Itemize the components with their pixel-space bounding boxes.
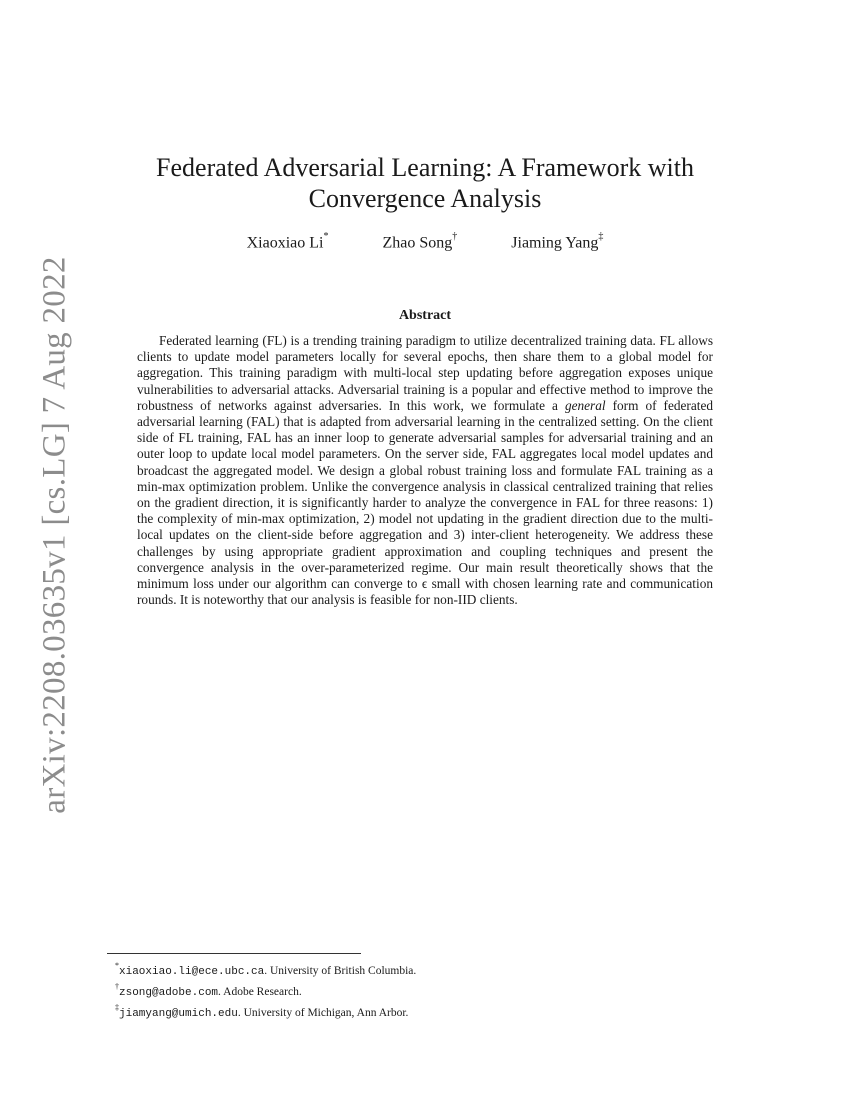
footnote-affiliation: . University of Michigan, Ann Arbor. xyxy=(237,1006,409,1019)
author-footnote-mark: † xyxy=(452,231,458,242)
footnote-mark: * xyxy=(115,961,119,970)
abstract-emphasis: general xyxy=(564,397,606,413)
author-name: Zhao Song xyxy=(382,234,453,252)
abstract-body xyxy=(137,333,713,608)
footnote xyxy=(115,959,416,980)
author xyxy=(247,233,329,252)
footnote-affiliation: . Adobe Research. xyxy=(218,985,302,998)
author xyxy=(511,233,603,252)
footnotes xyxy=(115,959,416,1021)
footnote xyxy=(115,1001,416,1022)
author xyxy=(382,233,457,252)
footnote xyxy=(115,980,416,1001)
footnote-email: xiaoxiao.li@ece.ubc.ca xyxy=(119,965,265,978)
abstract-text-part-2: form of federated adversarial learning (FAL) that is adapted from adversarial learning in the centralized setting. On the client side of FL training, FAL has an inner loop to generate adversarial samples for adversarial training and an outer loop to update local model parameters. On the server side, FAL aggregates local model updates and broadcast the aggregated model. We design a global robust training loss and formulate FAL training as a min-max optimization problem. Unlike the convergence analysis in classical centralized training that relies on the gradient direction, it is significantly harder to analyze the convergence in FAL for three reasons: 1) the complexity of min-max optimization, 2) model not updating in the gradient direction due to the multi-local updates on the client-side before aggregation and 3) inter-client heterogeneity. We address these challenges by using appropriate gradient approximation and coupling techniques and present the convergence analysis in the over-parameterized regime. Our main result theoretically shows that the minimum loss under our algorithm can converge to ϵ small with chosen learning rate and communication rounds. It is noteworthy that our analysis is feasible for non-IID clients. xyxy=(137,397,713,608)
author-footnote-mark: * xyxy=(323,231,329,242)
footnote-separator xyxy=(107,953,361,954)
footnote-email: zsong@adobe.com xyxy=(119,986,219,999)
footnote-mark: † xyxy=(115,981,119,991)
author-list xyxy=(0,233,850,252)
abstract-text-part-1: Federated learning (FL) is a trending training paradigm to utilize decentralized training data. FL allows clients to update model parameters locally for several epochs, then share them to a global model for aggregation. This training paradigm with multi-local step updating before aggregation exposes unique vulnerabilities to adversarial attacks. Adversarial training is a popular and effective method to improve the robustness of networks against adversaries. In this work, we formulate a xyxy=(137,333,713,413)
abstract-heading: Abstract xyxy=(398,308,452,323)
paper-title: Federated Adversarial Learning: A Framework with Convergence Analysis xyxy=(156,153,694,213)
author-name: Xiaoxiao Li xyxy=(246,234,324,252)
footnote-affiliation: . University of British Columbia. xyxy=(264,964,417,977)
footnote-mark: ‡ xyxy=(115,1002,119,1012)
footnote-email: jiamyang@umich.edu xyxy=(119,1007,238,1020)
author-name: Jiaming Yang xyxy=(511,234,599,252)
author-footnote-mark: ‡ xyxy=(598,231,604,242)
arxiv-identifier-stamp: arXiv:2208.03635v1 [cs.LG] 7 Aug 2022 xyxy=(36,256,73,814)
